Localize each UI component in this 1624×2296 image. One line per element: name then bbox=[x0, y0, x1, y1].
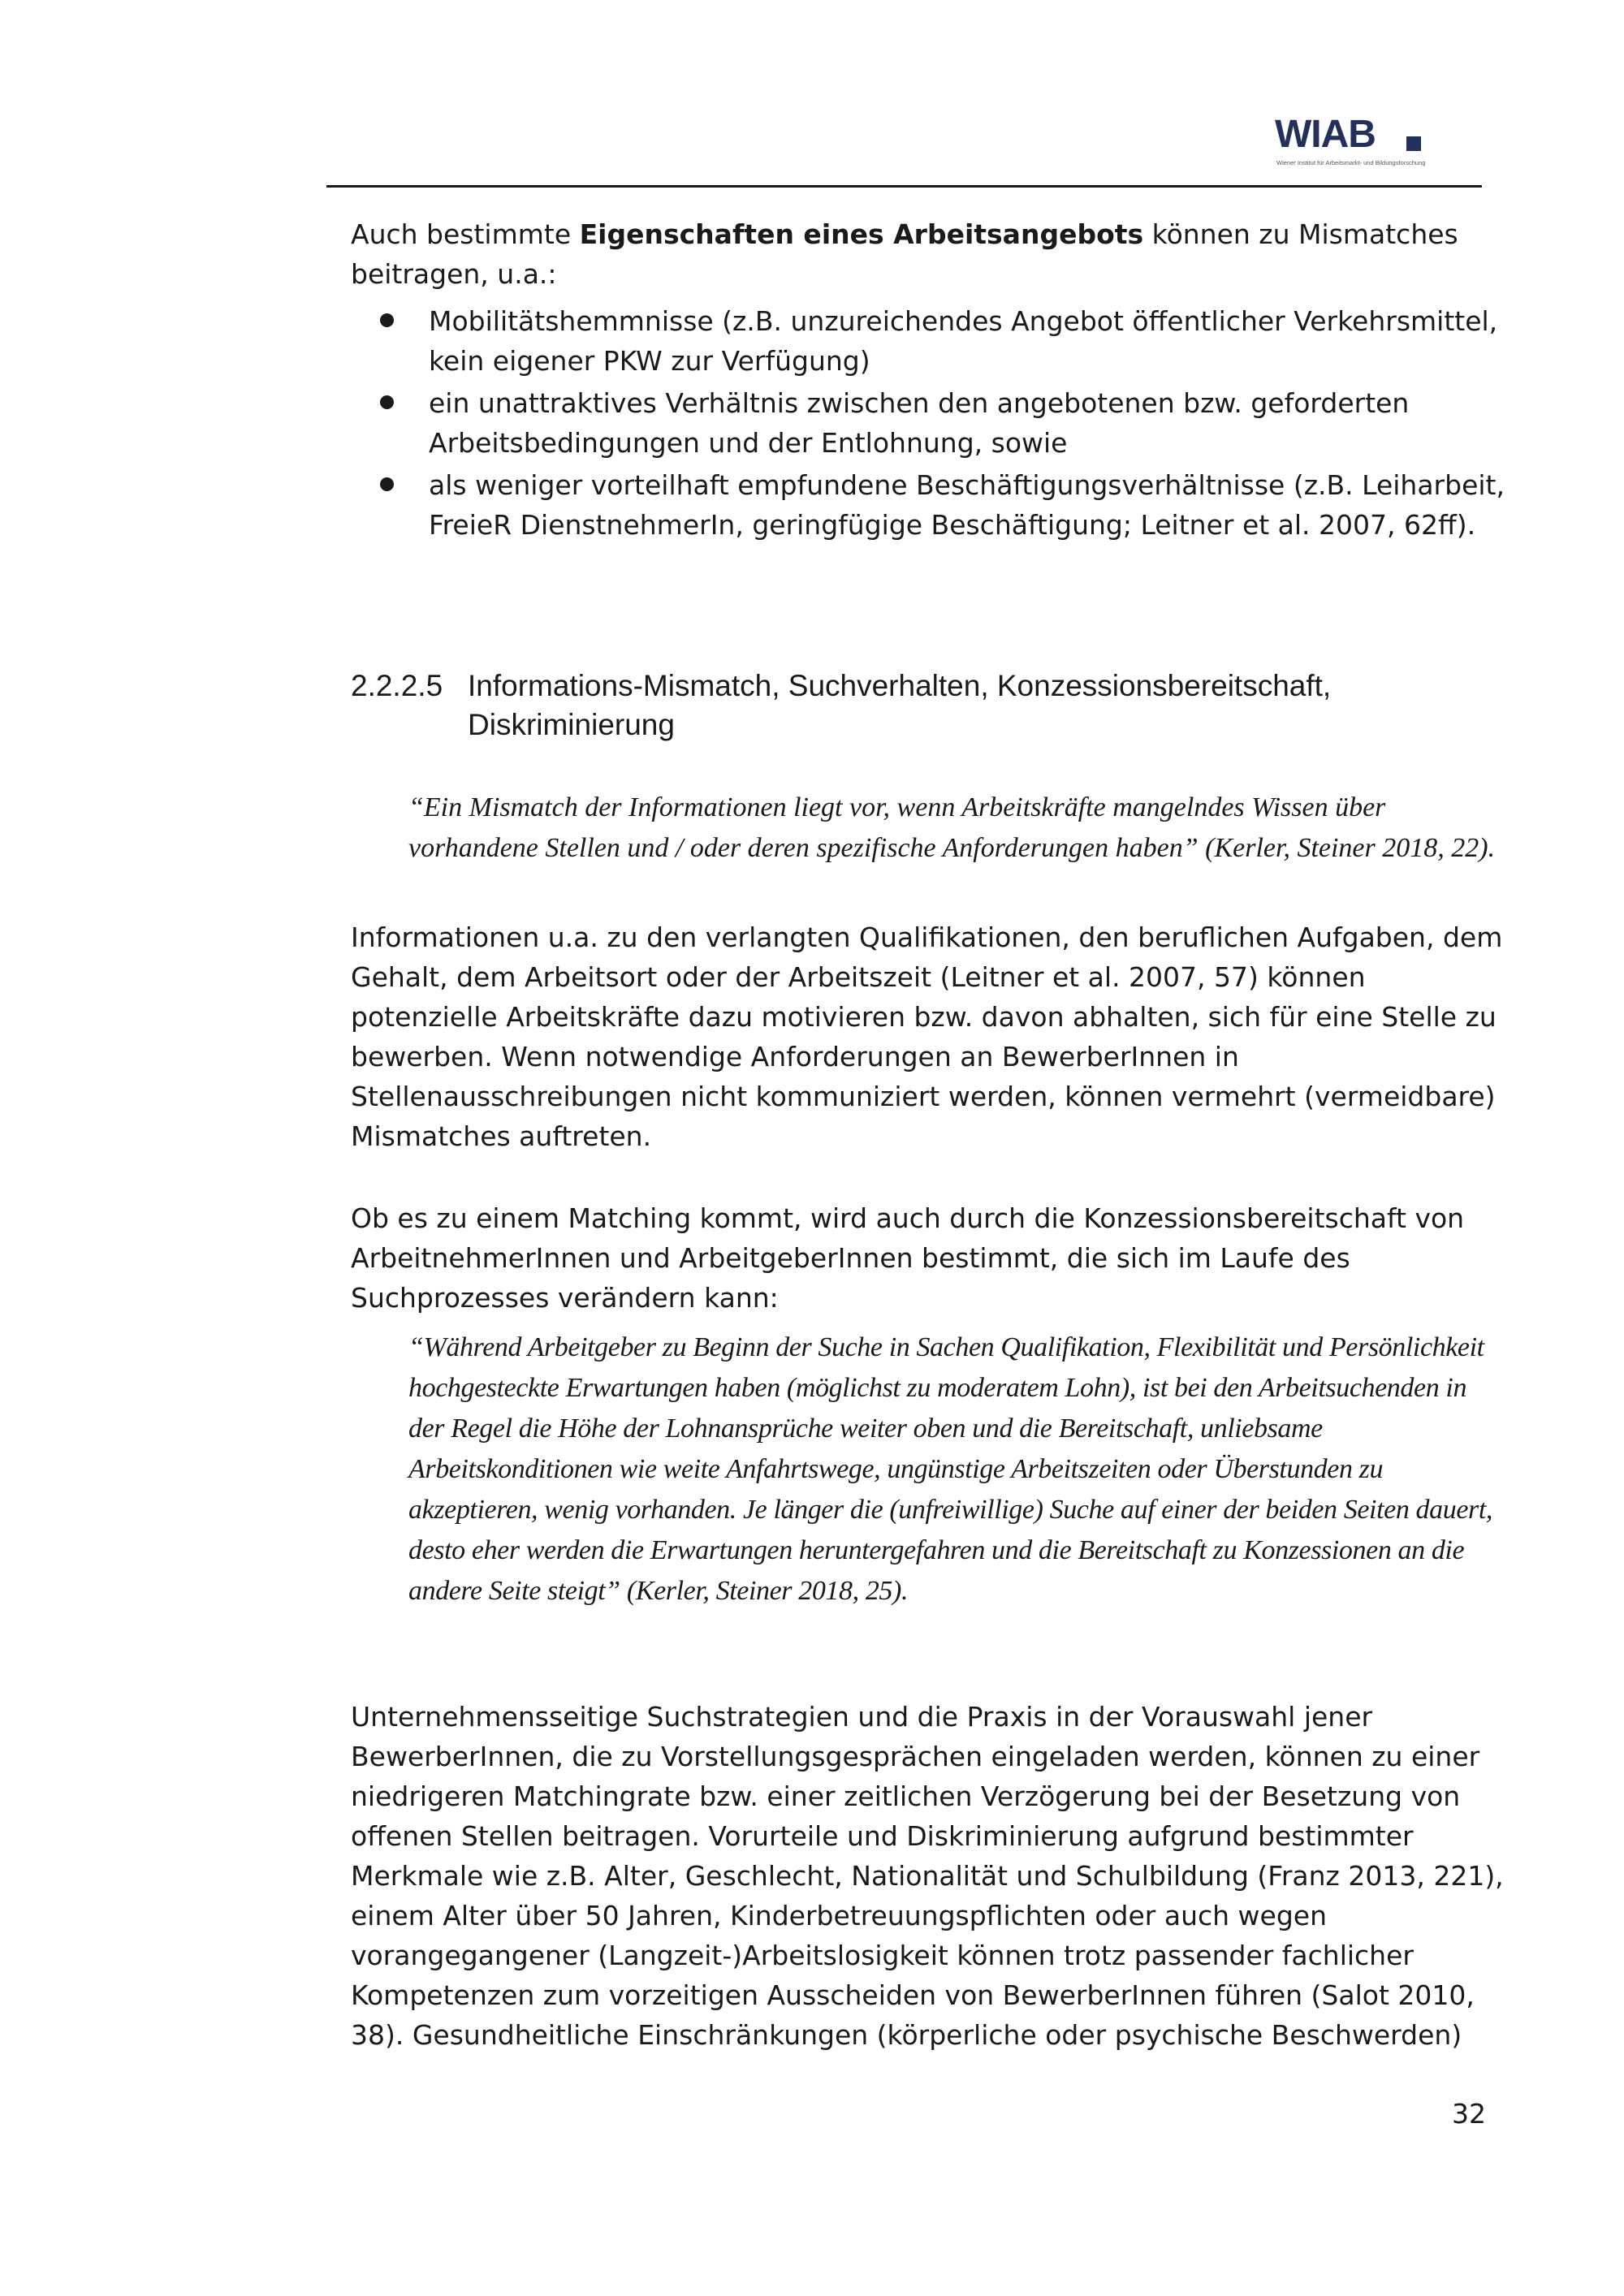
page-number: 32 bbox=[1452, 2098, 1486, 2130]
bullet-icon bbox=[380, 313, 394, 327]
section-title: Informations-Mismatch, Suchverhalten, Konzessionsbereitschaft, Diskriminierung bbox=[468, 669, 1332, 741]
intro-text-before: Auch bestimmte bbox=[351, 218, 580, 250]
intro-text-after: können zu Mismatches beitragen, u.a.: bbox=[351, 218, 1458, 290]
bullet-list bbox=[351, 301, 1520, 547]
intro-paragraph bbox=[351, 214, 1520, 294]
logo-wordmark: WIAB bbox=[1275, 113, 1376, 156]
header-rule bbox=[326, 185, 1482, 188]
list-item-text: als weniger vorteilhaft empfundene Beschäftigungsverhältnisse (z.B. Leiharbeit, FreieR DienstnehmerIn, geringfügige Beschäftigung; Leitner et al. 2007, 62ff). bbox=[429, 469, 1505, 541]
intro-text-bold: Eigenschaften eines Arbeitsangebots bbox=[579, 218, 1144, 250]
section-number: 2.2.2.5 bbox=[351, 669, 443, 702]
block-quote: “Ein Mismatch der Informationen liegt vor, wenn Arbeitskräfte mangelndes Wissen über vorhandene Stellen und / oder deren spezifische Anforderungen haben” (Kerler, Steiner 2018, 22). bbox=[408, 792, 1496, 863]
bullet-icon bbox=[380, 395, 394, 409]
logo-subtitle: Wiener Institut für Arbeitsmarkt- und Bildungsforschung bbox=[1276, 159, 1426, 166]
list-item bbox=[351, 465, 1520, 545]
wiab-logo bbox=[1275, 112, 1437, 177]
body-paragraph: Informationen u.a. zu den verlangten Qualifikationen, den beruflichen Aufgaben, dem Gehalt, dem Arbeitsort oder der Arbeitszeit (Leitner et al. 2007, 57) können potenzielle Arbeitskräfte dazu motivieren bzw. davon abhalten, sich für eine Stelle zu bewerben. Wenn notwendige Anforderungen an BewerberInnen in Stellenausschreibungen nicht kommuniziert werden, können vermehrt (vermeidbare) Mismatches auftreten. bbox=[351, 921, 1503, 1152]
list-item bbox=[351, 301, 1520, 381]
list-item-text: ein unattraktives Verhältnis zwischen den angebotenen bzw. geforderten Arbeitsbedingungen und der Entlohnung, sowie bbox=[429, 387, 1410, 459]
list-item bbox=[351, 383, 1520, 463]
bullet-icon bbox=[380, 477, 394, 491]
logo-square-mark bbox=[1406, 136, 1421, 151]
body-paragraph: Ob es zu einem Matching kommt, wird auch durch die Konzessionsbereitschaft von ArbeitnehmerInnen und ArbeitgeberInnen bestimmt, die sich im Laufe des Suchprozesses verändern kann: bbox=[351, 1202, 1465, 1314]
list-item-text: Mobilitätshemmnisse (z.B. unzureichendes Angebot öffentlicher Verkehrsmittel, kein eigener PKW zur Verfügung) bbox=[429, 305, 1498, 377]
block-quote: “Während Arbeitgeber zu Beginn der Suche in Sachen Qualifikation, Flexibilität und Persönlichkeit hochgesteckte Erwartungen haben (möglichst zu moderatem Lohn), ist bei den Arbeitsuchenden in der Regel die Höhe der Lohnansprüche weiter oben und die Bereitschaft, unliebsame Arbeitskonditionen wie weite Anfahrtswege, ungünstige Arbeitszeiten oder Überstunden zu akzeptieren, wenig vorhanden. Je länger die (unfreiwillige) Suche auf einer der beiden Seiten dauert, desto eher werden die Erwartungen heruntergefahren und die Bereitschaft zu Konzessionen an die andere Seite steigt” (Kerler, Steiner 2018, 25). bbox=[408, 1332, 1492, 1606]
body-paragraph: Unternehmensseitige Suchstrategien und die Praxis in der Vorauswahl jener BewerberInnen, die zu Vorstellungsgesprächen eingeladen werden, können zu einer niedrigeren Matchingrate bzw. einer zeitlichen Verzögerung bei der Besetzung von offenen Stellen beitragen. Vorurteile und Diskriminierung aufgrund bestimmter Merkmale wie z.B. Alter, Geschlecht, Nationalität und Schulbildung (Franz 2013, 221), einem Alter über 50 Jahren, Kinderbetreuungspflichten oder auch wegen vorangegangener (Langzeit-)Arbeitslosigkeit können trotz passender fachlicher Kompetenzen zum vorzeitigen Ausscheiden von BewerberInnen führen (Salot 2010, 38). Gesundheitliche Einschränkungen (körperliche oder psychische Beschwerden) bbox=[351, 1701, 1504, 2051]
